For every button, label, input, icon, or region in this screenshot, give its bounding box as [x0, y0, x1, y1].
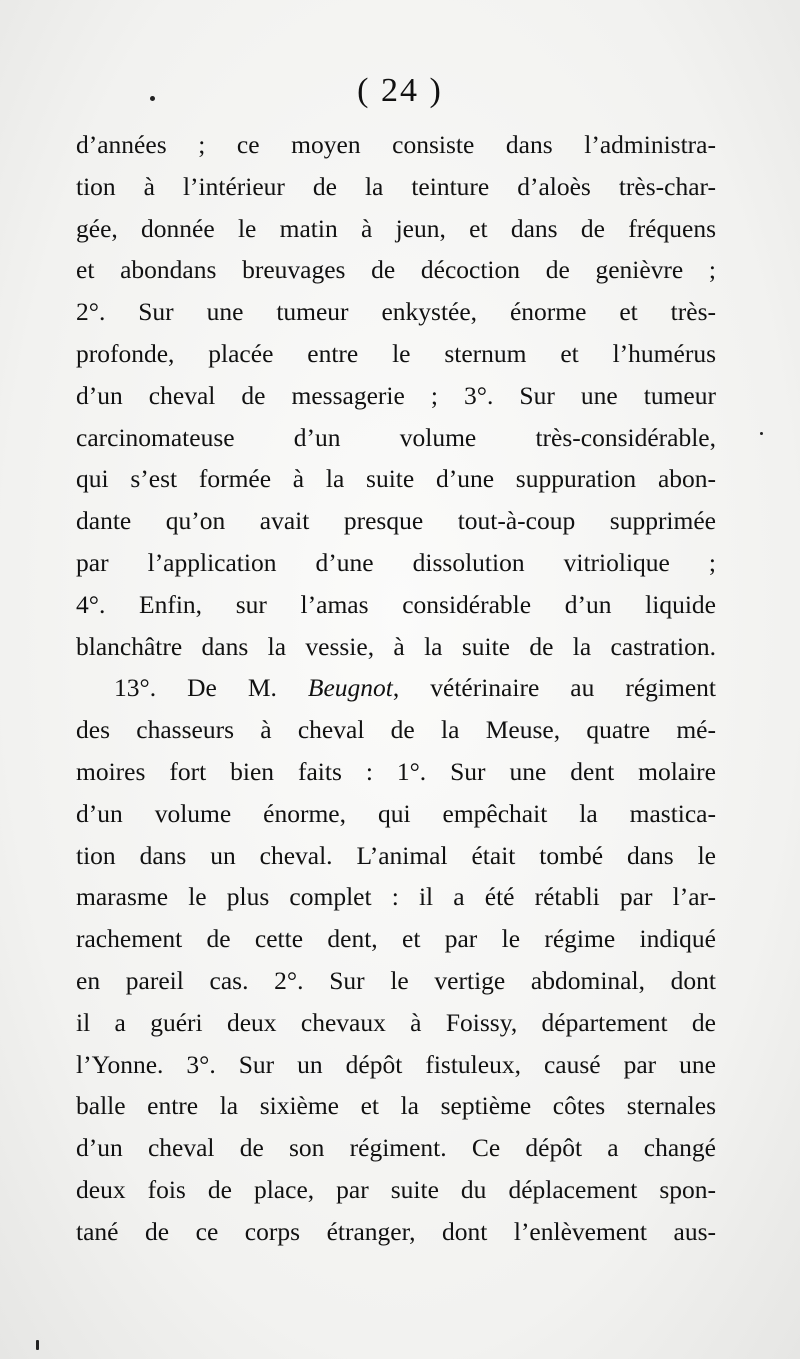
text-line: deux fois de place, par suite du déplacement spon- — [76, 1174, 716, 1204]
text-line: rachement de cette dent, et par le régime indiqué — [76, 924, 716, 954]
page-number: ( 24 ) — [357, 72, 443, 109]
text-line: balle entre la sixième et la septième côtes sternales — [76, 1091, 716, 1121]
text-line: dante qu’on avait presque tout-à-coup supprimée — [76, 506, 716, 536]
ink-speck — [150, 96, 155, 101]
text-run: , vétérinaire au régiment — [392, 673, 716, 703]
text-line: d’années ; ce moyen consiste dans l’administra- — [76, 130, 716, 159]
text-line: des chasseurs à cheval de la Meuse, quatre mé- — [76, 715, 716, 745]
text-line: d’un cheval de son régiment. Ce dépôt a changé — [76, 1133, 716, 1163]
body-text — [76, 124, 716, 1253]
text-line: par l’application d’une dissolution vitriolique ; — [76, 547, 716, 577]
person-name: Beugnot — [307, 673, 393, 703]
text-line: qui s’est formée à la suite d’une suppuration abon- — [76, 464, 716, 494]
ink-speck — [36, 1340, 39, 1350]
text-line: d’un volume énorme, qui empêchait la mastica- — [76, 798, 716, 828]
text-line: tané de ce corps étranger, dont l’enlèvement aus- — [76, 1216, 716, 1246]
text-line: carcinomateuse d’un volume très-considérable, — [76, 422, 716, 452]
text-line: blanchâtre dans la vessie, à la suite de la castration. — [76, 631, 716, 661]
text-line: 4°. Enfin, sur l’amas considérable d’un liquide — [76, 589, 716, 619]
ink-speck — [760, 432, 763, 435]
text-line: et abondans breuvages de décoction de genièvre ; — [76, 255, 716, 285]
text-line: l’Yonne. 3°. Sur un dépôt fistuleux, causé par une — [76, 1049, 716, 1079]
text-line: moires fort bien faits : 1°. Sur une dent molaire — [76, 756, 716, 786]
text-line: en pareil cas. 2°. Sur le vertige abdominal, dont — [76, 965, 716, 995]
text-line: il a guéri deux chevaux à Foissy, département de — [76, 1007, 716, 1037]
text-line: d’un cheval de messagerie ; 3°. Sur une tumeur — [76, 380, 716, 410]
text-line: profonde, placée entre le sternum et l’humérus — [76, 338, 716, 368]
text-line: gée, donnée le matin à jeun, et dans de fréquens — [76, 213, 716, 243]
paragraph-start-line — [76, 667, 716, 709]
text-line: tion dans un cheval. L’animal était tombé dans le — [76, 840, 716, 870]
text-line: 2°. Sur une tumeur enkystée, énorme et très- — [76, 297, 716, 327]
text-run: 13°. De M. — [114, 673, 308, 703]
text-line: marasme le plus complet : il a été rétabli par l’ar- — [76, 882, 716, 912]
text-line: tion à l’intérieur de la teinture d’aloès très-char- — [76, 171, 716, 201]
